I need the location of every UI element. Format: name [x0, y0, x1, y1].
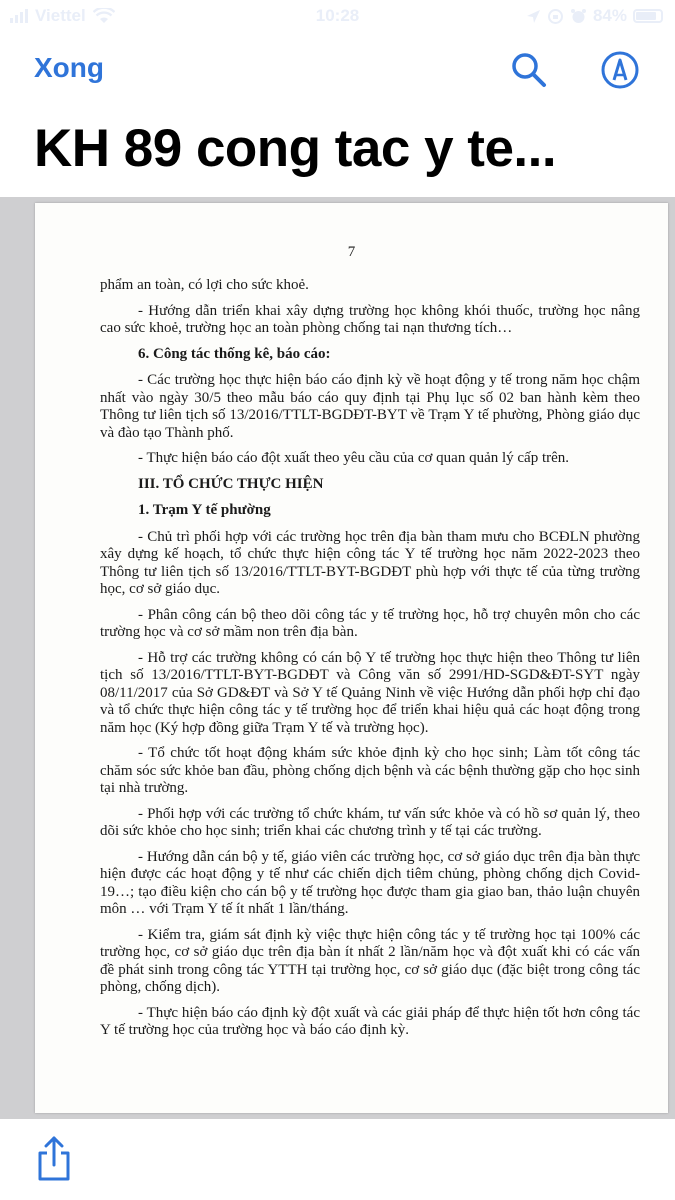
document-paragraph: - Thực hiện báo cáo đột xuất theo yêu cầu của cơ quan quản lý cấp trên.	[138, 450, 570, 466]
status-bar	[0, 0, 675, 34]
document-paragraph: phẩm an toàn, có lợi cho sức khoẻ.	[100, 277, 309, 293]
markup-icon[interactable]	[600, 50, 640, 90]
status-time: 10:28	[315, 6, 360, 25]
document-paragraph: - Hướng dẫn cán bộ y tế, giáo viên các trường học, cơ sở giáo dục trên địa bàn thực hiện được các hoạt động y tế như các chiến dịch tiêm chủng, phòng chống dịch Covid-19…; tạo điều kiện cho cán bộ y tế trường học được tham gia giao ban, thảo luận chuyên môn … với Trạm Y tế ít nhất 1 lần/tháng.	[100, 848, 640, 917]
carrier-name: Viettel	[35, 6, 86, 25]
section-heading: 6. Công tác thống kê, báo cáo:	[138, 345, 331, 362]
document-paragraph: - Thực hiện báo cáo định kỳ đột xuất và các giải pháp để thực hiện tốt hơn công tác Y tế trường học của trường học và báo cáo định kỳ.	[100, 1004, 640, 1038]
search-icon[interactable]	[509, 50, 549, 90]
page-body	[100, 277, 640, 1048]
done-button[interactable]: Xong	[34, 52, 104, 83]
document-viewer[interactable]	[0, 197, 675, 1119]
bottom-toolbar	[0, 1119, 675, 1200]
nav-bar	[0, 40, 675, 100]
document-paragraph: - Chủ trì phối hợp với các trường học trên địa bàn tham mưu cho BCĐLN phường xây dựng kế hoạch, tổ chức thực hiện công tác Y tế trường học năm 2022-2023 theo Thông tư liên tịch số 13/2016/TTLT-BYT-BGDĐT phù hợp với thực tế của từng trường học, cơ sở giáo dục.	[100, 528, 640, 597]
document-paragraph: - Phối hợp với các trường tổ chức khám, tư vấn sức khỏe và có hồ sơ quản lý, theo dõi sức khỏe cho học sinh; triển khai các chương trình y tế tại các trường.	[100, 805, 640, 839]
location-icon	[526, 9, 541, 24]
status-right-group	[526, 6, 663, 26]
document-paragraph: - Kiểm tra, giám sát định kỳ việc thực hiện công tác y tế trường học tại 100% các trường học, cơ sở giáo dục trên địa bàn ít nhất 2 lần/năm học và đột xuất khi có các vấn đề phát sinh trong công tác YTTH tại trường học, cơ sở giáo dục (đặc biệt trong công tác phòng, chống dịch).	[100, 926, 640, 995]
document-paragraph: - Hỗ trợ các trường không có cán bộ Y tế trường học thực hiện theo Thông tư liên tịch số 13/2016/TTLT-BYT-BGDĐT và Công văn số 2991/HD-SGD&ĐT-SYT ngày 08/11/2017 của Sở GD&ĐT và Sở Y tế Quảng Ninh về việc Hướng dẫn phối hợp chỉ đạo và tổ chức thực hiện công tác y tế trường học để triển khai hiệu quả các hoạt động trong năm học (Ký hợp đồng giữa Trạm Y tế và trường học).	[100, 649, 640, 736]
rotation-lock-icon	[547, 8, 564, 25]
document-paragraph: - Các trường học thực hiện báo cáo định kỳ về hoạt động y tế trong năm học chậm nhất vào ngày 30/5 theo mẫu báo cáo quy định tại Phụ lục số 02 ban hành kèm theo Thông tư liên tịch số 13/2016/TTLT-BGDĐT-BYT về Trạm Y tế phường, Phòng giáo dục và đào tạo Thành phố.	[100, 372, 640, 441]
document-paragraph: - Tổ chức tốt hoạt động khám sức khỏe định kỳ cho học sinh; Làm tốt công tác chăm sóc sức khỏe ban đầu, phòng chống dịch bệnh và các bệnh thường gặp cho học sinh tại nhà trường.	[100, 745, 640, 796]
document-paragraph: - Hướng dẫn triển khai xây dựng trường học không khói thuốc, trường học nâng cao sức khoẻ, trường học an toàn phòng chống tai nạn thương tích…	[100, 302, 640, 336]
share-icon[interactable]	[34, 1135, 74, 1183]
document-page	[35, 203, 668, 1113]
document-title: KH 89 cong tac y te...	[34, 119, 557, 178]
alarm-icon	[570, 8, 587, 25]
section-heading: III. TỔ CHỨC THỰC HIỆN	[138, 475, 324, 492]
section-heading: 1. Trạm Y tế phường	[138, 502, 271, 518]
document-paragraph: - Phân công cán bộ theo dõi công tác y tế trường học, hỗ trợ chuyên môn cho các trường học và cơ sở mầm non trên địa bàn.	[100, 606, 640, 640]
battery-percentage: 84%	[592, 6, 627, 25]
page-number: 7	[347, 244, 356, 260]
battery-icon	[633, 9, 663, 23]
